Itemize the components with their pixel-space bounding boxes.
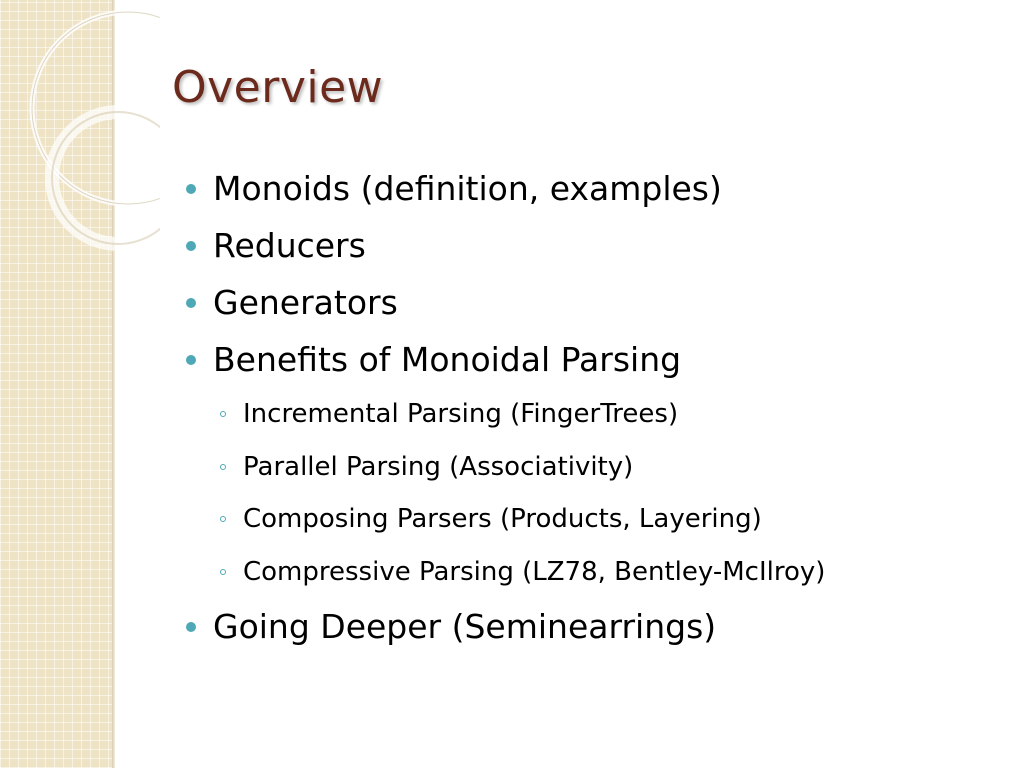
- bullet-text: Generators: [213, 283, 398, 322]
- slide-title: Overview: [172, 62, 384, 113]
- hollow-circle-bullet-icon: [220, 569, 226, 575]
- hollow-circle-bullet-icon: [220, 464, 226, 470]
- sub-bullet-item: [186, 546, 984, 599]
- bullet-item: [186, 331, 984, 388]
- sub-bullet-text: Composing Parsers (Products, Layering): [243, 504, 762, 534]
- sub-bullet-text: Compressive Parsing (LZ78, Bentley-McIlroy): [243, 556, 826, 587]
- overlapping-rings-icon: [0, 0, 160, 260]
- sub-bullet-item: [186, 493, 984, 546]
- bullet-text: Benefits of Monoidal Parsing: [213, 340, 682, 379]
- bullet-text: Reducers: [213, 226, 366, 265]
- bullet-item: [186, 217, 984, 274]
- filled-circle-bullet-icon: [186, 298, 196, 308]
- filled-circle-bullet-icon: [186, 241, 196, 251]
- sub-bullet-item: [186, 388, 984, 441]
- bullet-text: Going Deeper (Seminearrings): [213, 607, 717, 646]
- sub-bullet-item: [186, 441, 984, 494]
- sub-bullet-text: Parallel Parsing (Associativity): [243, 451, 634, 482]
- bullet-list: [186, 160, 984, 655]
- bullet-item: [186, 274, 984, 331]
- bullet-item: [186, 160, 984, 217]
- sub-bullet-text: Incremental Parsing (FingerTrees): [243, 399, 679, 429]
- bullet-item: [186, 598, 984, 655]
- bullet-text: Monoids (definition, examples): [213, 169, 722, 208]
- filled-circle-bullet-icon: [186, 355, 196, 365]
- hollow-circle-bullet-icon: [220, 516, 226, 522]
- hollow-circle-bullet-icon: [220, 411, 226, 417]
- filled-circle-bullet-icon: [186, 184, 196, 194]
- filled-circle-bullet-icon: [186, 622, 196, 632]
